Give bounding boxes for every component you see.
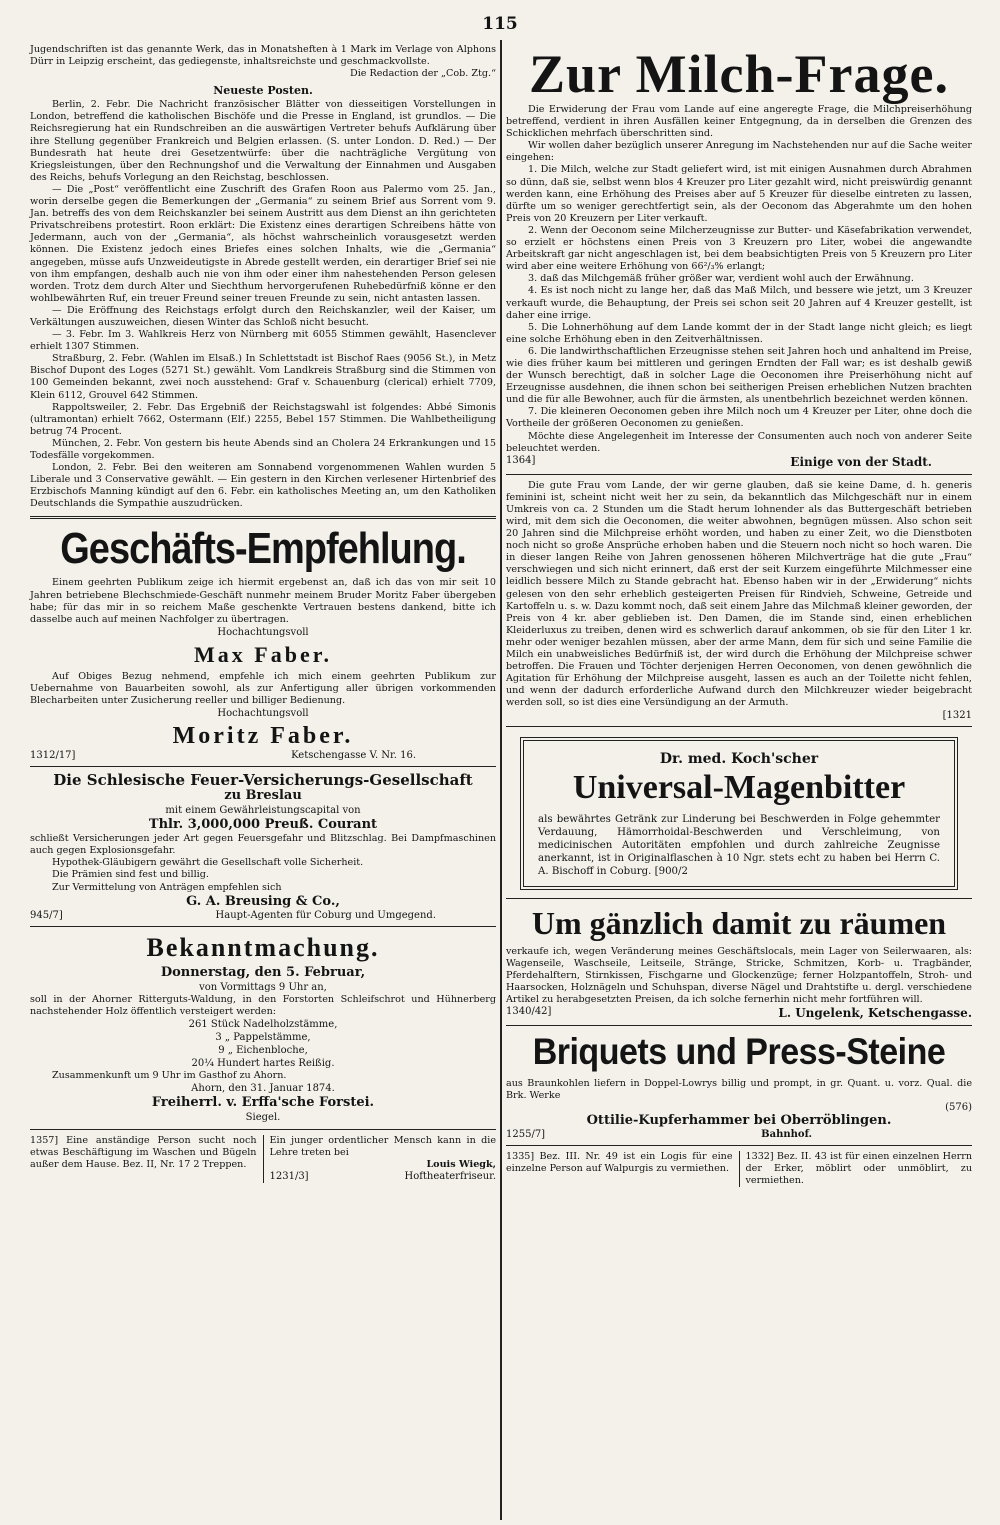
milch-point: Möchte diese Angelegenheit im Interesse der Consumenten auch noch von anderer Seite beleuchtet werden. [506, 430, 972, 454]
milch-ref: 1364] [506, 454, 536, 466]
bek-item: 261 Stück Nadelholzstämme, [188, 1018, 338, 1030]
gesch-greeting-2: Hochachtungsvoll [217, 708, 309, 720]
feuer-ref: 945/7] [30, 909, 63, 921]
gesch-text-2: Auf Obiges Bezug nehmend, empfehle ich mich einem geehrten Publikum zur Uebernahme von Bauarbeiten sowohl, als zur Anfertigung aller übrigen vorkommenden Blecharbeiten unter Zusicherung reeller und billiger Bedienung. [30, 670, 496, 707]
bek-date: Donnerstag, den 5. Februar, [160, 964, 366, 980]
feuer-subtitle: zu Breslau [224, 788, 302, 804]
milch-reply: Die gute Frau vom Lande, der wir gerne glauben, daß sie keine Dame, d. h. generis feminini ist, scheint nicht weit her zu sein, da bekanntlich das Milchgeschäft nur in einem Umkreis von ca. 2 Stunden um die Stadt herum lohnender als das Buttergeschäft betrieben wird, mit dem sich die Oeconomen, die weiter abwohnen, begnügen müssen. Also schon seit 20 Jahren sind die Milchpreise erhöht worden, und haben zu einer Zeit, wo die Dienstboten noch nicht so große Ansprüche erhoben haben und die Steuern noch nicht so hoch waren. Die in dieser langen Reihe von Jahren genossenen höheren Milchverträge hat die gute „Frau“ verschwiegen und sich nicht erinnert, daß erst der seit Kurzem eingeführte Milchmesser eine leidlich bessere Milch zu Stande gebracht hat. Ebenso haben wir in der „Erwiderung“ nichts gelesen von den sehr erheblich gesteigerten Preisen für Rindvieh, Schweine, Getreide und Kartoffeln u. s. w. Dazu kommt noch, daß seit einem Jahre das Milchmaß kleiner geworden, der Preis von 4 kr. aber geblieben ist. Den Damen, die im Stande sind, einen erheblichen Kleiderluxus zu treiben, denen wird es schwerlich darauf ankommen, ob sie für den Liter 1 kr. mehr oder weniger bezahlen müssen, aber der arme Mann, dem für sich und seine Familie die Milch ein unabweisliches Bedürfniß ist, der wird durch die Erhöhung der Milchpreise schwer betroffen. Die Frauen und Töchter derjenigen Herren Oeconomen, von denen gewöhnlich die Agitation für Erhöhung der Milchpreise ausgeht, lassen es auch an der Toilette nicht fehlen, und wenn der dadurch erforderliche Aufwand durch den Milchkreuzer wieder beigebracht werden soll, so ist dies eine Versündigung an der Armuth. [506, 479, 972, 709]
divider [30, 516, 496, 519]
small-ad-erker [739, 1151, 973, 1187]
milch-point: 2. Wenn der Oeconom seine Milcherzeugnisse zur Butter- und Käsefabrikation verwendet, so erzielt er höchstens einen Preis von 3 Kreuzern pro Liter, wobei die angewandte Arbeitskraft gar nicht angeschlagen ist, bei dem beabsichtigten Preis von 5 Kreuzern pro Liter wird aber eine weitere Erhöhung von 66²/₃% erlangt; [506, 224, 972, 273]
left-column [30, 44, 496, 1183]
milch-point: 5. Die Lohnerhöhung auf dem Lande kommt der in der Stadt lange nicht gleich; es liegt eine solche Erhöhung eben in den Zeitverhältnissen. [506, 321, 972, 345]
bek-seal: Siegel. [245, 1111, 281, 1123]
divider [506, 1145, 972, 1146]
raeumen-ref: 1340/42] [506, 1005, 552, 1017]
divider [506, 474, 972, 475]
small-ads-left [30, 1135, 496, 1183]
briquets-ref: (576) [945, 1102, 972, 1114]
news-item: — Die Eröffnung des Reichstags erfolgt durch den Reichskanzler, weil der Kaiser, um Verkältungen auszuweichen, diesen Winter das Schloß nicht besucht. [30, 304, 496, 328]
intro-signature: Die Redaction der „Cob. Ztg.“ [350, 68, 496, 80]
news-heading: Neueste Posten. [213, 84, 313, 98]
news-item: Rappoltsweiler, 2. Febr. Das Ergebniß der Reichstagswahl ist folgendes: Abbé Simonis (ultramontan) erhielt 7662, Ostermann (Elf.) 2255, Bebel 157 Stimmen. Die Wahlbetheiligung betrug 74 Procent. [30, 401, 496, 437]
divider [506, 726, 972, 727]
small-ad-person [30, 1135, 257, 1183]
small-ad-lehre-text: Ein junger ordentlicher Mensch kann in die Lehre treten bei [269, 1134, 496, 1158]
divider [30, 1129, 496, 1130]
bek-meeting: Zusammenkunft um 9 Uhr im Gasthof zu Ahorn. [52, 1069, 287, 1081]
gesch-title: Geschäfts-Empfehlung. [60, 525, 466, 574]
news-item: Straßburg, 2. Febr. (Wahlen im Elsaß.) In Schlettstadt ist Bischof Raes (9056 St.), in Metz Bischof Dupont des Loges (5271 St.) gewählt. Vom Landkreis Straßburg sind die Stimmen von 100 Gemeinden bekannt, zwei noch ausstehend: Graf v. Schauenburg (clerical) erhielt 7709, Klein 6112, Grouvel 642 Stimmen. [30, 353, 496, 401]
briquets-footer [506, 1129, 972, 1140]
feuer-line-2: Hypothek-Gläubigern gewährt die Gesellschaft volle Sicherheit. [52, 857, 364, 869]
gesch-address: Ketschengasse V. Nr. 16. [291, 750, 416, 762]
magenbitter-box [520, 737, 958, 890]
bek-item: 20¼ Hundert hartes Reißig. [191, 1057, 335, 1069]
small-ad-lehre-name: Louis Wiegk, [426, 1159, 496, 1171]
milch-title: Zur Milch-Frage. [529, 44, 949, 104]
bek-signature: Freiherrl. v. Erffa'sche Forstei. [151, 1094, 375, 1110]
divider [30, 766, 496, 767]
raeumen-footer [506, 1006, 972, 1020]
small-ad-lehre [263, 1135, 497, 1183]
magenbitter-title: Universal-Magenbitter [572, 768, 906, 806]
bek-time: von Vormittags 9 Uhr an, [199, 981, 327, 993]
raeumen-signature: L. Ungelenk, Ketschengasse. [778, 1005, 972, 1020]
news-item: — 3. Febr. Im 3. Wahlkreis Herz von Nürnberg mit 6055 Stimmen gewählt, Hasenclever erhielt 1307 Stimmen. [30, 329, 496, 353]
feuer-capital-label: mit einem Gewährleistungscapital von [165, 805, 361, 817]
bek-item: 3 „ Pappelstämme, [215, 1031, 311, 1043]
milch-intro: Die Erwiderung der Frau vom Lande auf eine angeregte Frage, die Milchpreiserhöhung betreffend, verdient in ihren Ausfällen keiner Entgegnung, da in derselben die Grenzen des Schicklichen mehrfach überschritten sind. [506, 104, 972, 140]
milch-point: 7. Die kleineren Oeconomen geben ihre Milch noch um 4 Kreuzer per Liter, ohne doch die Vortheile der größeren Oeconomen zu genießen. [506, 406, 972, 430]
gesch-ref: 1312/17] [30, 750, 76, 762]
briquets-signature: Ottilie-Kupferhammer bei Oberröblingen. [586, 1113, 892, 1129]
milch-point: 4. Es ist noch nicht zu lange her, daß das Maß Milch, und bessere wie jetzt, um 3 Kreuzer verkauft wurde, die Behauptung, der Preis sei schon seit 20 Jahren auf 4 Kreuzer gestellt, ist daher eine irrige. [506, 285, 972, 321]
small-ads-right [506, 1151, 972, 1187]
briquets-ref-2: 1255/7] [506, 1129, 546, 1141]
milch-reply-ref: [1321 [942, 709, 972, 721]
divider [506, 1025, 972, 1026]
bek-title: Bekanntmachung. [146, 932, 380, 962]
column-divider [500, 40, 502, 1520]
feuer-title: Die Schlesische Feuer-Versicherungs-Gesellschaft [53, 771, 473, 790]
small-ad-lehre-ref: 1231/3] [269, 1171, 309, 1183]
feuer-footer [30, 910, 496, 921]
milch-point: 6. Die landwirthschaftlichen Erzeugnisse stehen seit Jahren hoch und anhaltend im Preise, wie dies früher kaum bei mittleren und geringen Erndten der Fall war; es ist deshalb gewiß der Wunsch berechtigt, daß in solcher Lage die Oeconomen ihre Preiserhöhung nicht auf Erzeugnisse ausdehnen, die ihnen schon bei seitherigen Preisen erheblichen Nutzen brachten und die für alle Bewohner, auch für die ärmsten, als unentbehrlich bezeichnet werden können. [506, 345, 972, 406]
milch-footer [506, 455, 972, 469]
raeumen-title: Um gänzlich damit zu räumen [531, 904, 947, 941]
feuer-agent-2: Haupt-Agenten für Coburg und Umgegend. [215, 909, 436, 921]
milch-point: 3. daß das Milchgemäß früher größer war, verdient wohl auch der Erwähnung. [528, 273, 914, 285]
raeumen-text: verkaufe ich, wegen Veränderung meines Geschäftslocals, mein Lager von Seilerwaaren, als: Wagenseile, Waschseile, Leitseile, Stränge, Stricke, Schmitzen, Korb- u. Tragbänder, Pferdehalftern, Stirnkissen, Fischgarne und Glockenzüge; ferner Holzpantoffeln, Stroh- und Haarsocken, Holznägeln und Schuhspan, diverse Nägel und Drahtstifte u. dergl. verschiedene Artikel zu herabgesetzten Preisen, da ich solche fernerhin nicht mehr fortführen will. [506, 945, 972, 1005]
gesch-greeting-1: Hochachtungsvoll [217, 626, 309, 638]
news-item: — Die „Post“ veröffentlicht eine Zuschrift des Grafen Roon aus Palermo vom 25. Jan., worin derselbe gegen die Bemerkungen der „Germania“ zu seinem Brief aus Sorrent vom 9. Jan. betreffs des von dem Reichskanzler bei seinem Austritt aus dem Dienst an ihn gerichteten Privatschreibens protestirt. Roon erklärt: Die Existenz eines derartigen Schreibens hätte von Jedermann, auch von der „Germania“, als höchst wahrscheinlich vorausgesetzt werden können. Die Existenz jedoch eines Briefes eines solchen Inhalts, wie die „Germania“ angegeben, müsse aufs Unzweideutigste in Abrede gestellt werden, ein derartiger Brief sei nie von ihm empfangen, deshalb auch nie von ihm oder einer ihm nahestehenden Person gelesen worden. Trotz dem durch Alter und Siechthum hervorgerufenen Ruhebedürfniß könne er den wohlbewährten Ruf, ein treuer Freund seiner treuen Freunde zu sein, nicht antasten lassen. [30, 183, 496, 304]
gesch-footer [30, 750, 496, 761]
news-item: München, 2. Febr. Von gestern bis heute Abends sind an Cholera 24 Erkrankungen und 15 Todesfälle vorgekommen. [30, 437, 496, 461]
feuer-capital: Thlr. 3,000,000 Preuß. Courant [148, 817, 378, 833]
page-number: 115 [482, 14, 518, 34]
milch-point: 1. Die Milch, welche zur Stadt geliefert wird, ist mit einigen Ausnahmen durch Abrahmen so dünn, daß sie, selbst wenn blos 4 Kreuzer pro Liter gezahlt wird, nicht preiswürdig genannt werden kann, eine Erhöhung des Preises aber auf 5 Kreuzer für dieselbe eintreten zu lassen, dürfte um so weniger gerechtfertigt sein, als der Oeconom das Abgerahmte um den hohen Preis von 20 Kreuzern per Liter verkauft. [506, 164, 972, 224]
small-ad-lehre-addr: Hoftheaterfriseur. [404, 1171, 496, 1183]
small-ad-lehre-footer [270, 1171, 497, 1183]
briquets-signature-2: Bahnhof. [761, 1129, 812, 1141]
briquets-title: Briquets und Press-Steine [532, 1031, 946, 1073]
small-ad-person-text: 1357] Eine anständige Person sucht noch etwas Beschäftigung im Waschen und Bügeln außer dem Hause. Bez. II, Nr. 17 2 Treppen. [30, 1134, 257, 1171]
news-item: Berlin, 2. Febr. Die Nachricht französischer Blätter von diesseitigen Vorstellungen in London, betreffend die katholischen Bischöfe und die Presse in England, ist grundlos. — Die Reichsregierung hat ein Rundschreiben an die auswärtigen Vertreter behufs Aufklärung über ihre Stellung gegenüber Frankreich und Belgien erlassen. (S. unter London. D. Red.) — Der Bundesrath hat heute drei Gesetzentwürfe: über die nachträgliche Vergütung von Kriegsleistungen, über den Rechnungshof und die Verwaltung der Einnahmen und Ausgaben des Reichs, behufs Vorlegung an den Reichstag, beschlossen. [30, 99, 496, 183]
bek-text: soll in der Ahorner Ritterguts-Waldung, in den Forstorten Schleifschrot und Hühnerberg nachstehender Holz öffentlich versteigert werden: [30, 993, 496, 1017]
gesch-name-1: Max Faber. [194, 641, 332, 667]
milch-signature: Einige von der Stadt. [790, 454, 932, 469]
milch-intro-2: Wir wollen daher bezüglich unserer Anregung im Nachstehenden nur auf die Sache weiter eingehen: [506, 140, 972, 164]
small-ad-erker-text: 1332] Bez. II. 43 ist für einen einzelnen Herrn der Erker, möblirt oder unmöblirt, zu vermiethen. [745, 1151, 972, 1187]
briquets-text: aus Braunkohlen liefern in Doppel-Lowrys billig und prompt, in gr. Quant. u. vorz. Qual. die Brk. Werke [506, 1077, 972, 1102]
magenbitter-text: als bewährtes Getränk zur Linderung bei Beschwerden in Folge gehemmter Verdauung, Hämorrhoidal-Beschwerden und Verschleimung, von medicinischen Autoritäten empfohlen und durch zahlreiche Zeugnisse anerkannt, ist in Originalflaschen à 10 Ngr. stets echt zu haben bei Herrn C. A. Bischoff in Coburg. [900/2 [538, 813, 940, 877]
feuer-line-3: Die Prämien sind fest und billig. [52, 869, 209, 881]
feuer-line-4: Zur Vermittelung von Anträgen empfehlen sich [52, 881, 282, 893]
bek-item: 9 „ Eichenbloche, [218, 1044, 308, 1056]
divider [506, 898, 972, 899]
right-column [506, 44, 972, 1187]
news-item: London, 2. Febr. Bei den weiteren am Sonnabend vorgenommenen Wahlen wurden 5 Liberale und 3 Conservative gewählt. — Ein gestern in den Kirchen verlesener Hirtenbrief des Erzbischofs Manning kündigt auf den 6. Febr. ein katholisches Meeting an, um den Katholiken Deutschlands die Sympathie auszudrücken. [30, 462, 496, 510]
divider [30, 926, 496, 927]
intro-text: Jugendschriften ist das genannte Werk, das in Monatsheften à 1 Mark im Verlage von Alphons Dürr in Leipzig erscheint, das gediegenste, inhaltsreichste und geschmackvollste. [30, 44, 496, 68]
bek-place: Ahorn, den 31. Januar 1874. [191, 1082, 335, 1094]
small-ad-logis [506, 1151, 733, 1187]
gesch-name-2: Moritz Faber. [172, 723, 354, 750]
feuer-text: schließt Versicherungen jeder Art gegen Feuersgefahr und Blitzschlag. Bei Dampfmaschinen auch gegen Explosionsgefahr. [30, 833, 496, 857]
small-ad-logis-text: 1335] Bez. III. Nr. 49 ist ein Logis für eine einzelne Person auf Walpurgis zu vermiethen. [506, 1151, 733, 1175]
gesch-text-1: Einem geehrten Publikum zeige ich hiermit ergebenst an, daß ich das von mir seit 10 Jahren betriebene Blechschmiede-Geschäft nunmehr meinem Bruder Moritz Faber übergeben habe; für das mir in so reichem Maße geschenkte Vertrauen bestens dankend, bitte ich dasselbe auch auf meinen Nachfolger zu übertragen. [30, 577, 496, 625]
magenbitter-head: Dr. med. Koch'scher [659, 750, 819, 767]
feuer-agent: G. A. Breusing & Co., [186, 893, 340, 909]
